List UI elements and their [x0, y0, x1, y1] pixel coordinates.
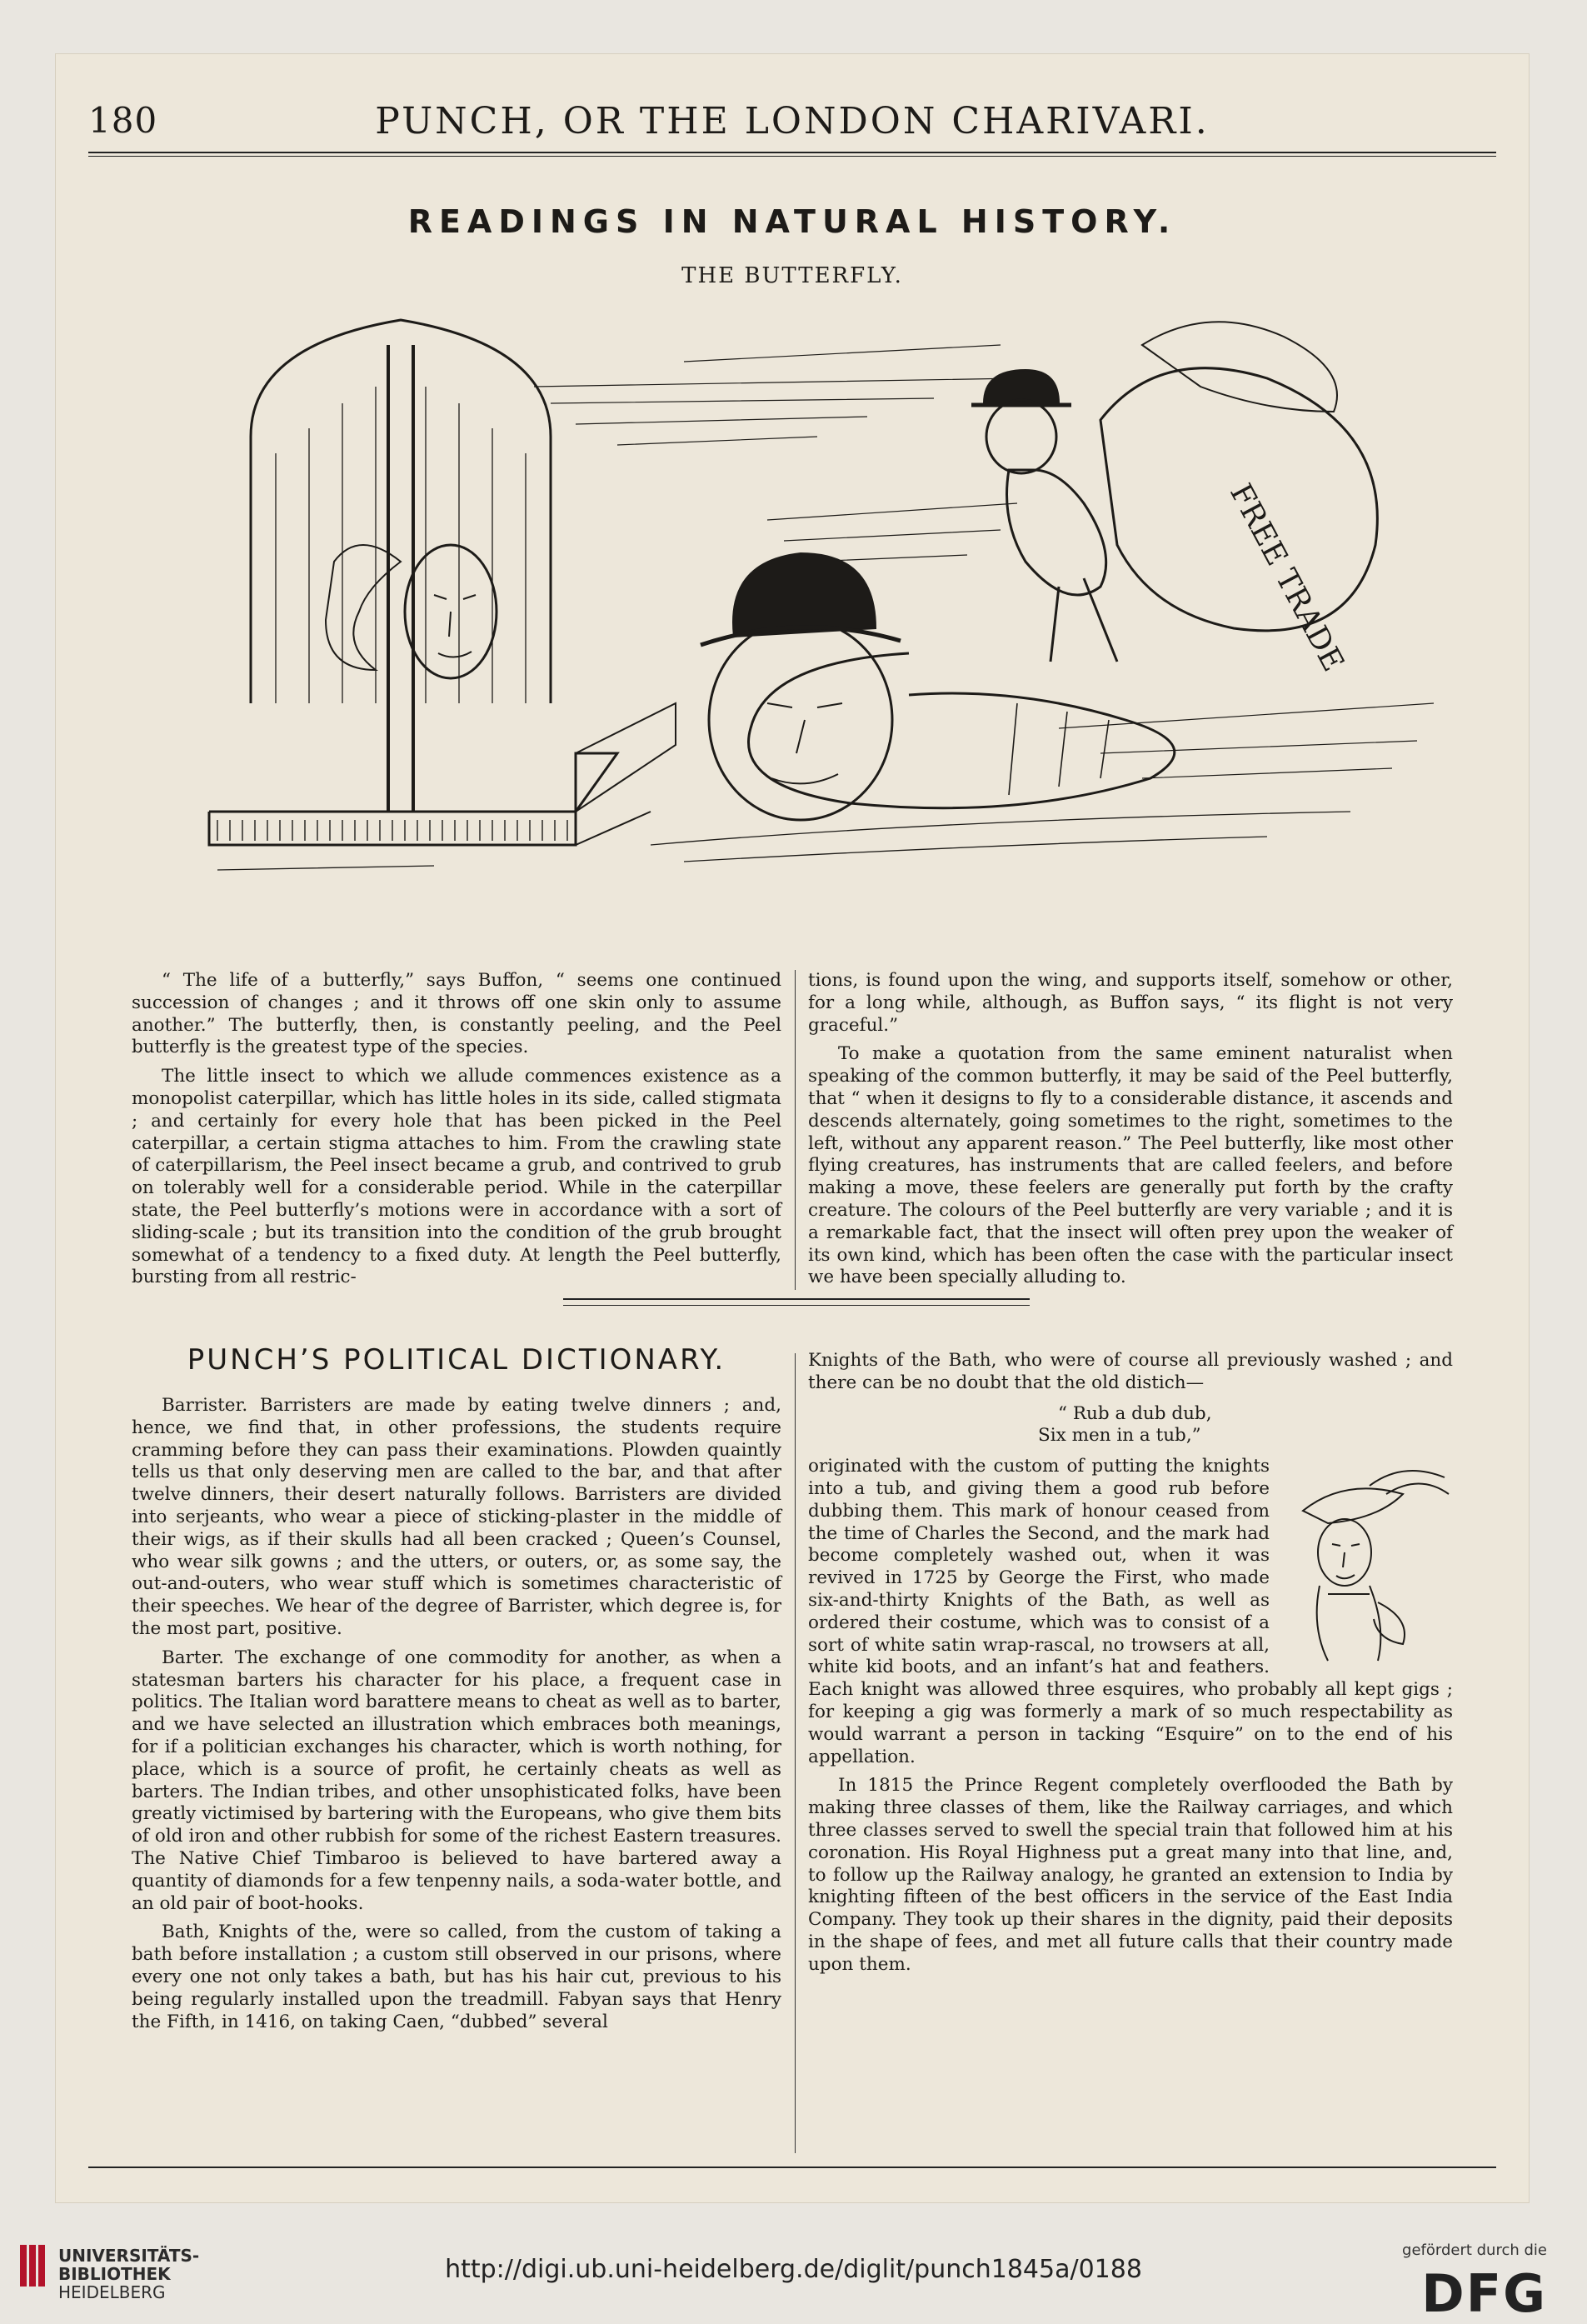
section-heading: PUNCH’S POLITICAL DICTIONARY.: [187, 1343, 726, 1377]
bottom-rule: [88, 2167, 1496, 2168]
dictionary-right-column: [808, 1350, 1453, 1977]
banner-text: FREE TRADE: [1223, 477, 1350, 677]
dictionary-entry-barter: Barter. The exchange of one commodity for another, as when a statesman barters his character for his place, a frequent case in politics. The Italian word barattere means to cheat as well as to barter, and we have selected an illustration which embraces both meanings, for if a politician exchanges his character, which is worth nothing, for place, which is a source of profit, he certainly cheats as well as barters. The Indian tribes, and other unsophisticated folks, have been greatly victimised by bartering with the Europeans, who give them bits of old iron and other rubbish for some of the richest Eastern treasures. The Native Chief Timbaroo is believed to have bartered away a quantity of diamonds for a few tenpenny nails, a soda-water bottle, and an old pair of boot-hooks.: [132, 1647, 781, 1914]
paragraph: Knights of the Bath, who were of course all previously washed ; and there can be no doubt that the old distich—: [808, 1350, 1453, 1393]
readings-right-column: [808, 970, 1453, 1289]
verse: [1038, 1402, 1453, 1448]
column-divider: [795, 1353, 796, 2153]
paragraph: originated with the custom of putting the knights into a tub, and giving them a good rub before dubbing them. This mark of honour ceased from the time of Charles the Second, and the mark had become completely washed out, when it was revived in 1725 by George the First, who made six-and-thirty Knights of the Bath, as well as ordered their costume, which was to consist of a sort of white satin wrap-rascal, no trowsers at all, white kid boots, and an infant’s hat and feathers. Each knight was allowed three esquires, who probably all kept gigs ; for keeping a gig was formerly a mark of so much respectability as would warrant a person in tacking “Esquire” on to the end of his appellation.: [808, 1456, 1453, 1767]
illustration-caption: THE BUTTERFLY.: [681, 263, 903, 288]
institution-line: UNIVERSITÄTS-: [58, 2246, 200, 2266]
institution-line: HEIDELBERG: [58, 2282, 166, 2302]
dictionary-entry-bath: Bath, Knights of the, were so called, from the custom of taking a bath before installation ; a custom still observed in our prisons, where every one not only takes a bath, but has his hair cut, previous to his being regularly installed upon the treadmill. Fabyan says that Henry the Fifth, in 1416, on taking Caen, “dubbed” several: [132, 1922, 781, 2032]
paragraph: In 1815 the Prince Regent completely overflooded the Bath by making three classes of them, like the Railway carriages, and which three classes served to swell the special train that followed him at his coronation. His Royal Highness put a great many into that line, and, to follow up the Railway analogy, he granted an extension to India by knighting fifteen of the best officers in the service of the East India Company. They took up their shares in the dignity, paid their deposits in the shape of fees, and met all future calls that their country made upon them.: [808, 1775, 1453, 1975]
readings-left-column: [132, 970, 781, 1289]
paragraph: The little insect to which we allude commences existence as a monopolist caterpillar, which has little holes in its side, called stigmata ; and certainly for every hole that has been picked in the Peel caterpillar, a certain stigma attaches to him. From the crawling state of caterpillarism, the Peel insect became a grub, and contrived to grub on tolerably well for a considerable period. While in the caterpillar state, the Peel butterfly’s motions were in accordance with a sort of sliding-scale ; but its transition into the condition of the grub brought somewhat of a tendency to a fixed duty. At length the Peel butterfly, bursting from all restric-: [132, 1066, 781, 1288]
knight-figure-illustration: [1278, 1461, 1453, 1669]
institution-line: BIBLIOTHEK: [58, 2264, 171, 2284]
paragraph: To make a quotation from the same eminent naturalist when speaking of the common butterfly, it may be said of the Peel butterfly, that “ when it designs to fly to a considerable distance, it ascends and descends alternately, going sometimes to the right, sometimes to the left, without any apparent reason.” The Peel butterfly, like most other flying creatures, has instruments that are called feelers, and before making a move, these feelers are generally put forth by the crafty creature. The colours of the Peel butterfly are very variable ; and it is a remarkable fact, that the insect will often prey upon the weaker of its own kind, which has been often the case with the particular insect we have been specially alluding to.: [808, 1043, 1453, 1288]
dictionary-entry-barrister: Barrister. Barristers are made by eating twelve dinners ; and, hence, we find that, in other professions, the students require cramming before they can pass their examinations. Plowden quaintly tells us that only deserving men are called to the bar, and that after twelve dinners, their desert naturally follows. Barristers are divided into serjeants, who wear a piece of sticking-plaster in the middle of their wigs, as if their skulls had all been cracked ; Queen’s Counsel, who wear silk gowns ; and the utters, or outers, or, as some say, the out-and-outers, who wear stuff which is sometimes characteristic of their speeches. We hear of the degree of Barrister, which degree is, for the most part, positive.: [132, 1395, 781, 1639]
journal-title: PUNCH, OR THE LONDON CHARIVARI.: [375, 100, 1210, 142]
journal-page: [55, 53, 1530, 2203]
header-rule: [88, 152, 1496, 157]
paragraph: “ The life of a butterfly,” says Buffon, “ seems one continued succession of changes ; and it throws off one skin only to assume another.” The butterfly, then, is constantly peeling, and the Peel butterfly is the greatest type of the species.: [132, 970, 781, 1058]
paragraph: tions, is found upon the wing, and supports itself, somehow or other, for a long while, although, as Buffon says, “ its flight is not very graceful.”: [808, 970, 1453, 1036]
knight-figure-drawing: [1278, 1461, 1453, 1669]
dfg-logo: DFG: [1421, 2263, 1547, 2324]
page-number: 180: [88, 100, 158, 141]
source-url-link[interactable]: http://digi.ub.uni-heidelberg.de/diglit/punch1845a/0188: [445, 2255, 1142, 2284]
verse-line: Six men in a tub,”: [1038, 1425, 1201, 1447]
section-separator: [563, 1298, 1030, 1300]
page-header: [88, 100, 1496, 150]
article-heading: READINGS IN NATURAL HISTORY.: [407, 203, 1177, 240]
butterfly-cartoon-illustration: [184, 312, 1559, 945]
funding-note: gefördert durch die: [1402, 2242, 1547, 2259]
section-separator: [563, 1305, 1030, 1306]
verse-line: “ Rub a dub dub,: [1058, 1402, 1212, 1424]
digitization-footer: [0, 2203, 1587, 2324]
column-divider: [795, 970, 796, 1290]
dictionary-left-column: [132, 1395, 781, 2033]
